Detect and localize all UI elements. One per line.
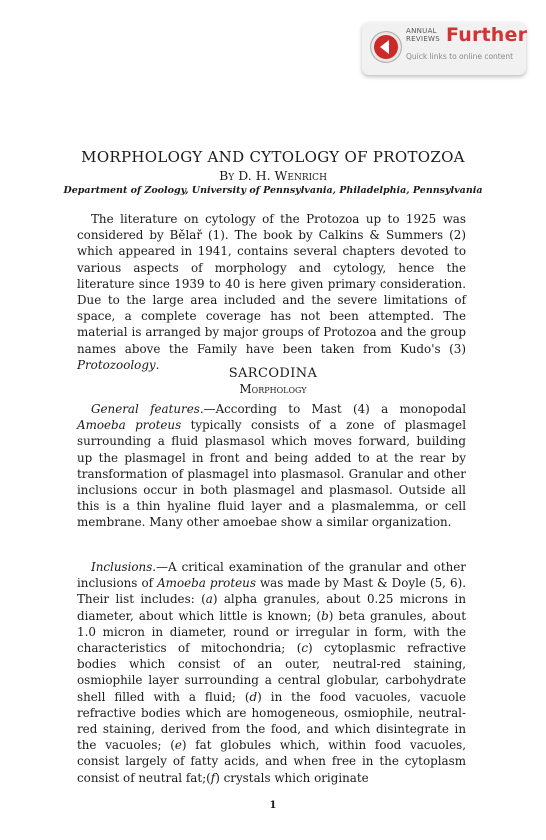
- further-tagline: Quick links to online content: [406, 52, 514, 61]
- intro-paragraph: The literature on cytology of the Protozoa up to 1925 was considered by Bělař (1). The book by Calkins & Summers (2) which appeared in 1941, contains several chapters devoted to various aspects of morphology and cytology, hence the literature since 1939 to 40 is here given primary consideration. Due to the large area included and the severe limitations of space, a complete coverage has not been attempted. The material is arranged by major groups of Protozoa and the group names above the Family have been taken from Kudo's (3) Protozoology.: [77, 212, 466, 372]
- further-title: Further: [446, 24, 528, 46]
- general-features-paragraph: General features.—According to Mast (4) a monopodal Amoeba proteus typically consists of a zone of plasmagel surrounding a fluid plasmasol which moves forward, building up the plasmagel in front and being added to at the rear by transformation of plasmagel into plasmasol. Granular and other inclusions occur in both plasmagel and plasmasol. Outside all this is a thin hyaline fluid layer and a plasmalemma, or cell membrane. Many other amoebae show a similar organization.: [77, 402, 466, 530]
- annual-reviews-logo: ANNUAL REVIEWS: [406, 27, 441, 43]
- by-label: By: [219, 168, 235, 183]
- left-arrow-icon: [371, 32, 401, 62]
- book-title: Protozoology: [77, 357, 156, 372]
- affiliation: Department of Zoology, University of Pennsylvania, Philadelphia, Pennsylvania: [63, 185, 483, 196]
- page-number: 1: [269, 800, 277, 811]
- author-name: D. H. Wenrich: [238, 168, 327, 183]
- paragraph-lead: General features.: [91, 402, 204, 416]
- article-title: MORPHOLOGY AND CYTOLOGY OF PROTOZOA: [81, 148, 465, 166]
- subsection-heading: Morphology: [239, 382, 307, 396]
- further-banner[interactable]: [362, 22, 526, 75]
- section-heading: SARCODINA: [228, 366, 318, 381]
- byline: [40, 168, 506, 183]
- paragraph-lead: Inclusions.: [91, 560, 157, 574]
- inclusions-paragraph: Inclusions.—A critical examination of the granular and other inclusions of Amoeba proteus was made by Mast & Doyle (5, 6). Their list includes: (a) alpha granules, about 0.25 microns in diameter, about which little is known; (b) beta granules, about 1.0 micron in diameter, round or irregular in form, with the characteristics of mitochondria; (c) cytoplasmic refractive bodies which consist of an outer, neutral-red staining, osmiophile layer surrounding a central globular, carbohydrate shell filled with a fluid; (d) in the food vacuoles, vacuole refractive bodies which are homogeneous, osmiophile, neutral-red staining, derived from the food, and which disintegrate in the vacuoles; (e) fat globules which, within food vacuoles, consist largely of fatty acids, and when free in the cytoplasm consist of neutral fat;(f) crystals which originate: [77, 560, 467, 785]
- species-name: Amoeba proteus: [157, 576, 256, 591]
- play-icon[interactable]: [371, 32, 401, 62]
- species-name: Amoeba proteus: [77, 418, 182, 433]
